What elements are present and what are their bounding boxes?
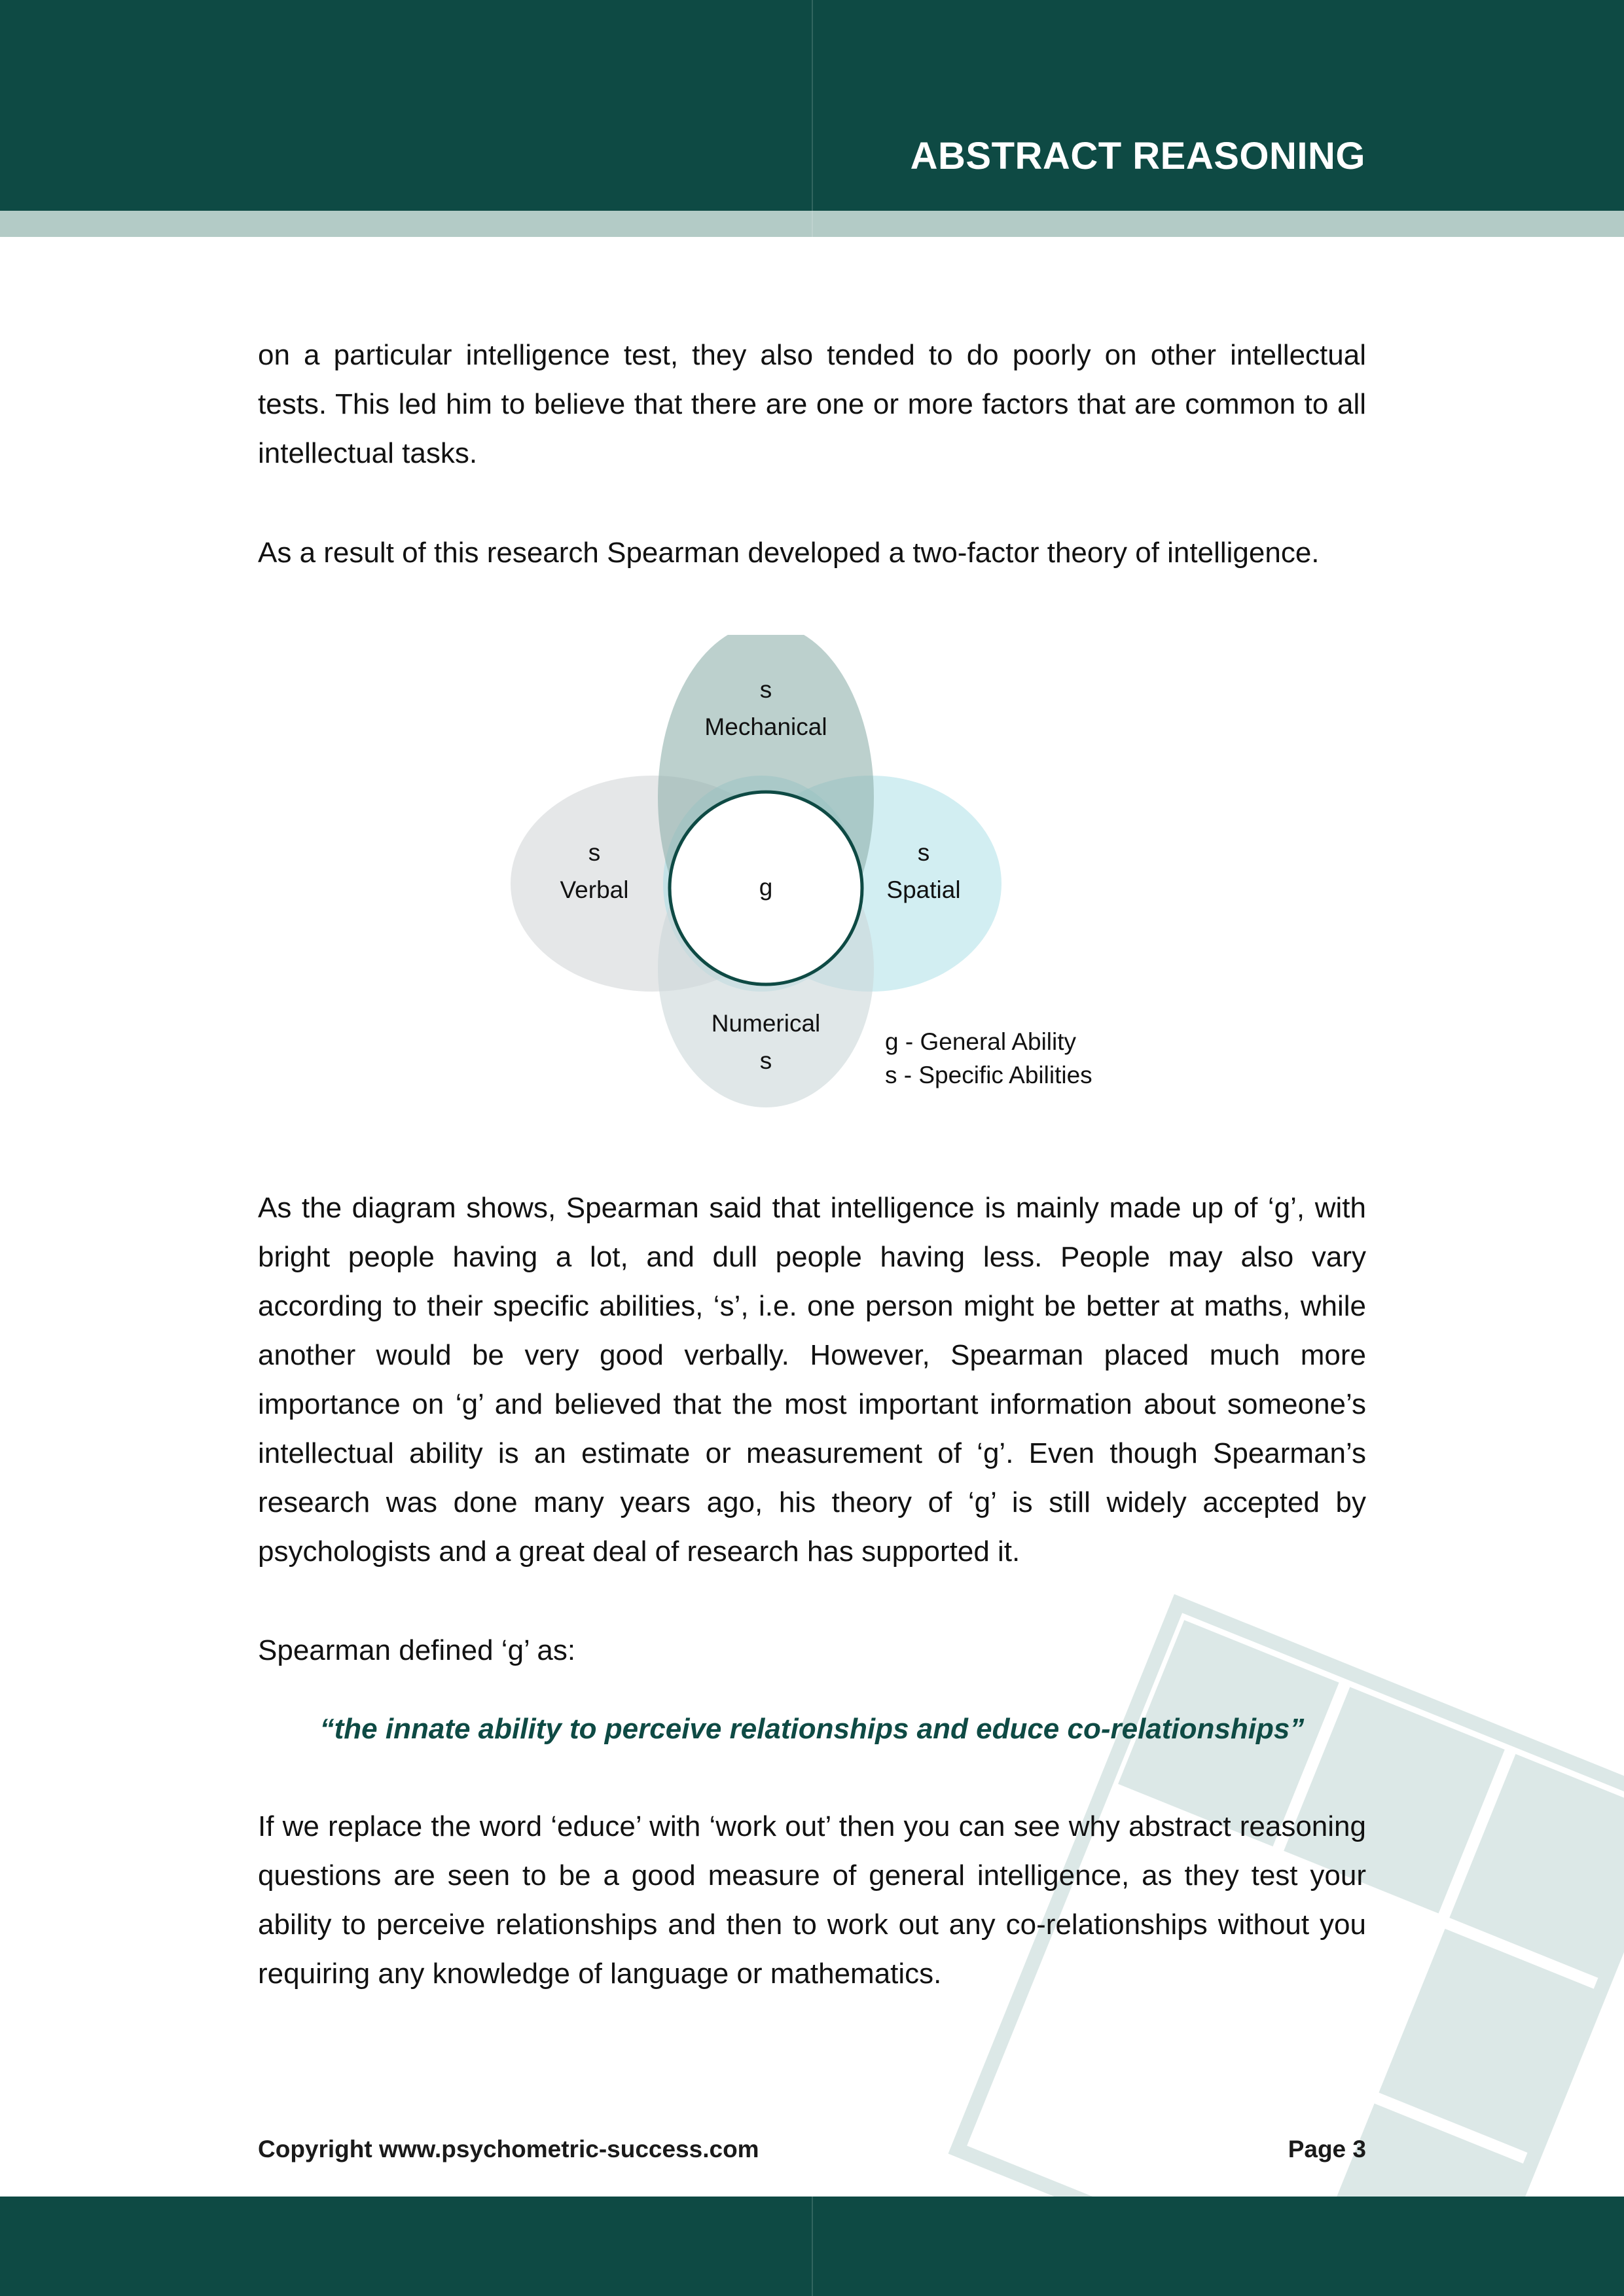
right-petal-symbol: s <box>917 839 930 866</box>
top-petal-label: Mechanical <box>704 713 827 740</box>
body-paragraph: Spearman defined ‘g’ as: <box>258 1634 576 1666</box>
body-paragraph: As a result of this research Spearman developed a two-factor theory of intelligence. <box>258 537 1320 569</box>
legend-item-g: g - General Ability <box>885 1028 1077 1055</box>
bottom-petal-label: Numerical <box>711 1010 821 1037</box>
top-petal-symbol: s <box>759 676 772 703</box>
footer-copyright: Copyright www.psychometric-success.com <box>258 2136 759 2162</box>
body-paragraph: If we replace the word ‘educe’ with ‘work out’ then you can see why abstract reasoning questions are seen to be a good measure of general intelligence, as they test your ability to perceive relationships and then to work out any co-relationships without you requiring any knowledge of language or mathematics. <box>258 1810 1366 1990</box>
bottom-petal-symbol: s <box>759 1047 772 1074</box>
body-paragraph: As the diagram shows, Spearman said that intelligence is mainly made up of ‘g’, with bright people having a lot, and dull people having less. People may also vary according to their specific abilities, ‘s’, i.e. one person might be better at maths, while another would be very good verbally. However, Spearman placed much more importance on ‘g’ and believed that the most important information about someone’s intellectual ability is an estimate or measurement of ‘g’. Even though Spearman’s research was done many years ago, his theory of ‘g’ is still widely accepted by psychologists and a great deal of research has supported it. <box>258 1192 1366 1568</box>
right-petal-label: Spatial <box>886 876 961 903</box>
center-label: g <box>759 874 773 901</box>
left-petal-label: Verbal <box>560 876 629 903</box>
page-number: Page 3 <box>1288 2136 1366 2162</box>
definition-quote: “the innate ability to perceive relationships and educe co-relationships” <box>319 1713 1305 1745</box>
legend-item-s: s - Specific Abilities <box>885 1062 1092 1088</box>
left-petal-symbol: s <box>588 839 601 866</box>
page-title: ABSTRACT REASONING <box>910 135 1365 177</box>
two-factor-diagram <box>511 635 1139 1145</box>
body-paragraph: on a particular intelligence test, they also tended to do poorly on other intellectual tests. This led him to believe that there are one or more factors that are common to all intellectual tasks. <box>258 339 1366 469</box>
footer-divider <box>812 2197 813 2296</box>
